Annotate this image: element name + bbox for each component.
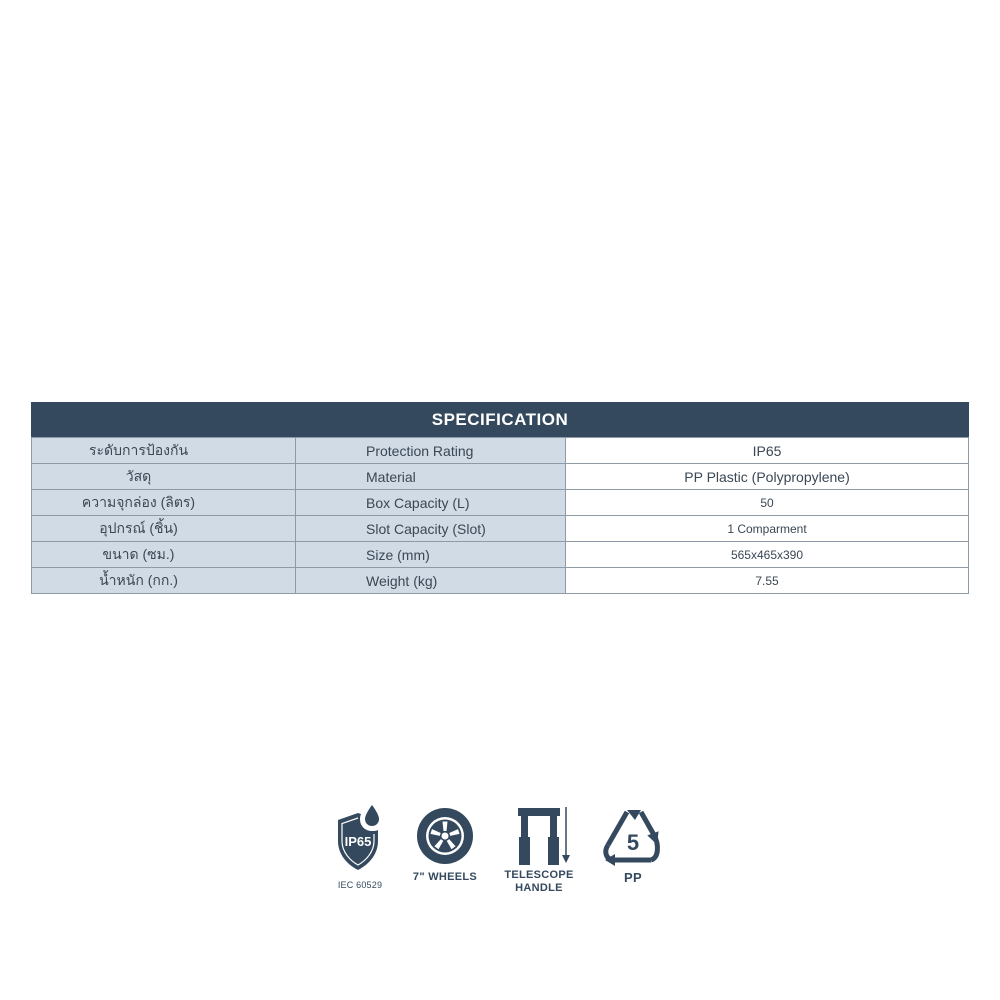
spec-value: 1 Comparment xyxy=(566,516,969,542)
recycle-number-text: 5 xyxy=(626,830,640,855)
thai-label: น้ำหนัก (กก.) xyxy=(32,568,296,594)
table-row xyxy=(32,542,969,568)
specification-table xyxy=(31,402,969,594)
feature-recycle-pp xyxy=(598,803,668,884)
feature-wheels xyxy=(405,803,485,884)
ip65-caption: IEC 60529 xyxy=(337,880,383,890)
thai-label: ความจุกล่อง (ลิตร) xyxy=(32,490,296,516)
table-row xyxy=(32,568,969,594)
spec-value: 565x465x390 xyxy=(566,542,969,568)
feature-ip65 xyxy=(330,803,390,892)
feature-icons xyxy=(0,803,1000,913)
table-row xyxy=(32,438,969,464)
spec-value: PP Plastic (Polypropylene) xyxy=(566,464,969,490)
feature-telescope-handle xyxy=(495,803,583,895)
spec-title: SPECIFICATION xyxy=(31,402,969,437)
spec-value: IP65 xyxy=(566,438,969,464)
table-row xyxy=(32,490,969,516)
english-label: Protection Rating xyxy=(296,438,566,464)
ip65-shield-icon xyxy=(332,803,388,873)
thai-label: วัสดุ xyxy=(32,464,296,490)
telescope-caption-line2: HANDLE xyxy=(515,882,563,894)
spec-rows xyxy=(31,437,969,594)
thai-label: อุปกรณ์ (ชิ้น) xyxy=(32,516,296,542)
wheels-caption: 7" WHEELS xyxy=(412,871,478,883)
recycle-pp-icon xyxy=(599,803,667,869)
spec-value: 7.55 xyxy=(566,568,969,594)
table-row xyxy=(32,464,969,490)
english-label: Box Capacity (L) xyxy=(296,490,566,516)
telescope-handle-icon xyxy=(506,803,572,867)
english-label: Size (mm) xyxy=(296,542,566,568)
ip65-badge-text: IP65 xyxy=(344,834,372,849)
english-label: Weight (kg) xyxy=(296,568,566,594)
pp-caption: PP xyxy=(624,870,642,885)
wheel-icon xyxy=(415,803,475,865)
thai-label: ขนาด (ซม.) xyxy=(32,542,296,568)
thai-label: ระดับการป้องกัน xyxy=(32,438,296,464)
spec-value: 50 xyxy=(566,490,969,516)
english-label: Material xyxy=(296,464,566,490)
table-row xyxy=(32,516,969,542)
telescope-caption-line1: TELESCOPE xyxy=(504,869,574,881)
english-label: Slot Capacity (Slot) xyxy=(296,516,566,542)
